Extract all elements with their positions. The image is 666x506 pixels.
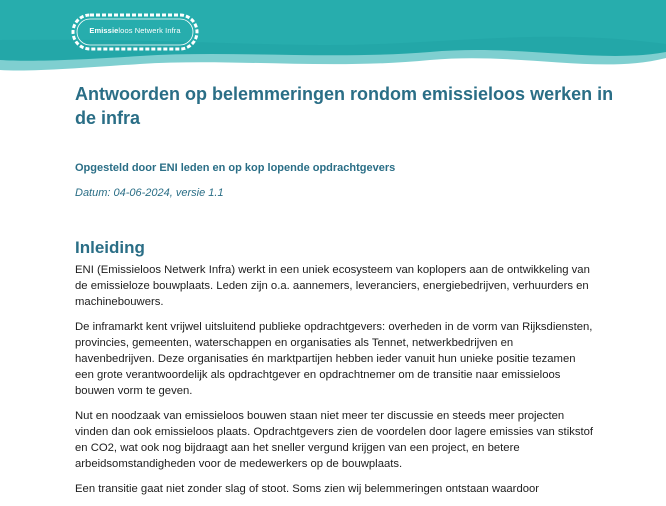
section-body: [75, 262, 595, 506]
document-subtitle: Opgesteld door ENI leden en op kop lopende opdrachtgevers: [75, 162, 396, 174]
logo-text: Emissieloos Netwerk Infra: [89, 26, 181, 35]
header-banner: [0, 0, 666, 80]
eni-logo: [70, 11, 200, 53]
paragraph: Een transitie gaat niet zonder slag of stoot. Soms zien wij belemmeringen ontstaan waardoor: [75, 483, 540, 495]
document-date: Datum: 04-06-2024, versie 1.1: [75, 187, 224, 199]
section-heading: Inleiding: [75, 238, 145, 257]
document-title: Antwoorden op belemmeringen rondom emissieloos werken in de infra: [75, 84, 614, 128]
paragraph: Nut en noodzaak van emissieloos bouwen staan niet meer ter discussie en steeds meer projecten vinden dan ook emissieloos plaats. Opdrachtgevers zien de voordelen door lagere emissies van stikstof en CO2, wat ook nog bijdraagt aan het sneller vergund krijgen van een project, en betere arbeidsomstandigheden voor de medewerkers op de bouwplaats.: [75, 410, 594, 470]
paragraph: De inframarkt kent vrijwel uitsluitend publieke opdrachtgevers: overheden in de vorm van Rijksdiensten, provincies, gemeenten, waterschappen en organisaties als Tennet, netwerkbedrijven en havenbedrijven. Deze organisaties én marktpartijen hebben ieder vanuit hun unieke positie tezamen een grote verantwoordelijk als opdrachtgever en opdrachtnemer om de transitie naar emissieloos bouwen vorm te geven.: [75, 321, 593, 397]
paragraph: ENI (Emissieloos Netwerk Infra) werkt in een uniek ecosysteem van koplopers aan de ontwikkeling van de emissieloze bouwplaats. Leden zijn o.a. aannemers, leveranciers, energiebedrijven, verhuurders en machinebouwers.: [75, 264, 590, 308]
